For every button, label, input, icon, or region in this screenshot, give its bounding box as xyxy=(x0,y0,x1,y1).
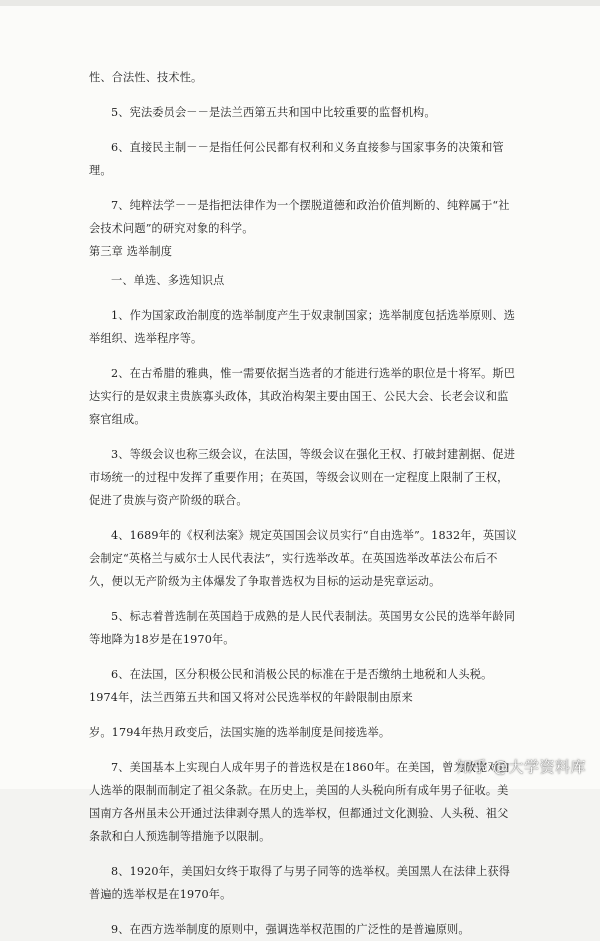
paragraph-item-8: 8、1920年，美国妇女终于取得了与男子同等的选举权。美国黑人在法律上获得普遍的选举权是在1970年。 xyxy=(89,865,511,901)
paragraph-item-6-continued: 岁。1794年热月政变后，法国实施的选举制度是间接选举。 xyxy=(89,726,391,739)
paragraph-item-9: 9、在西方选举制度的原则中，强调选举权范围的广泛性的是普遍原则。 xyxy=(111,923,470,936)
section-heading: 一、单选、多选知识点 xyxy=(111,274,225,287)
paragraph-item-7: 7、美国基本上实现白人成年男子的普选权是在1860年。在美国，曾为放宽对白人选举的限制而制定了祖父条款。在历史上，美国的人头税向所有成年男子征收。美国南方各州虽未公开通过法律剥夺黑人的选举权，但都通过文化测验、人头税、祖父条款和白人预选制等措施予以限制。 xyxy=(89,761,511,843)
paragraph-item-3: 3、等级会议也称三级会议，在法国，等级会议在强化王权、打破封建割据、促进市场统一的过程中发挥了重要作用；在英国，等级会议则在一定程度上限制了王权，促进了贵族与资产阶级的联合。 xyxy=(89,448,516,507)
paragraph-item-4: 4、1689年的《权利法案》规定英国国会议员实行“自由选举”。1832年，英国议会制定“英格兰与威尔士人民代表法”，实行选举改革。在英国选举改革法公布后不久，便以无产阶级为主体爆发了争取普选权为目标的运动是宪章运动。 xyxy=(89,529,517,588)
paragraph-item-5: 5、标志着普选制在英国趋于成熟的是人民代表制法。英国男女公民的选举年龄同等地降为18岁是在1970年。 xyxy=(89,610,516,646)
paragraph-item-1: 1、作为国家政治制度的选举制度产生于奴隶制国家；选举制度包括选举原则、选举组织、选举程序等。 xyxy=(89,309,516,345)
paragraph-direct-democracy: 6、直接民主制－－是指任何公民都有权利和义务直接参与国家事务的决策和管理。 xyxy=(89,141,504,177)
page-top-edge xyxy=(0,0,600,6)
chapter-heading: 第三章 选举制度 xyxy=(89,245,173,258)
paragraph-pure-jurisprudence: 7、纯粹法学－－是指把法律作为一个摆脱道德和政治价值判断的、纯粹属于“社会技术问题”的研究对象的科学。 xyxy=(89,199,510,235)
zhihu-watermark: 知乎 @大学资料库 xyxy=(456,758,586,776)
paragraph-constitutional-council: 5、宪法委员会－－是法兰西第五共和国中比较重要的监督机构。 xyxy=(111,106,436,119)
paragraph-continuation: 性、合法性、技术性。 xyxy=(89,71,203,84)
paragraph-item-6: 6、在法国，区分积极公民和消极公民的标准在于是否缴纳土地税和人头税。1974年，法兰西第五共和国又将对公民选举权的年龄限制由原来 xyxy=(89,668,493,704)
document-body xyxy=(89,66,519,941)
paragraph-item-2: 2、在古希腊的雅典，惟一需要依据当选者的才能进行选举的职位是十将军。斯巴达实行的是奴隶主贵族寡头政体，其政治构架主要由国王、公民大会、长老会议和监察官组成。 xyxy=(89,367,516,426)
